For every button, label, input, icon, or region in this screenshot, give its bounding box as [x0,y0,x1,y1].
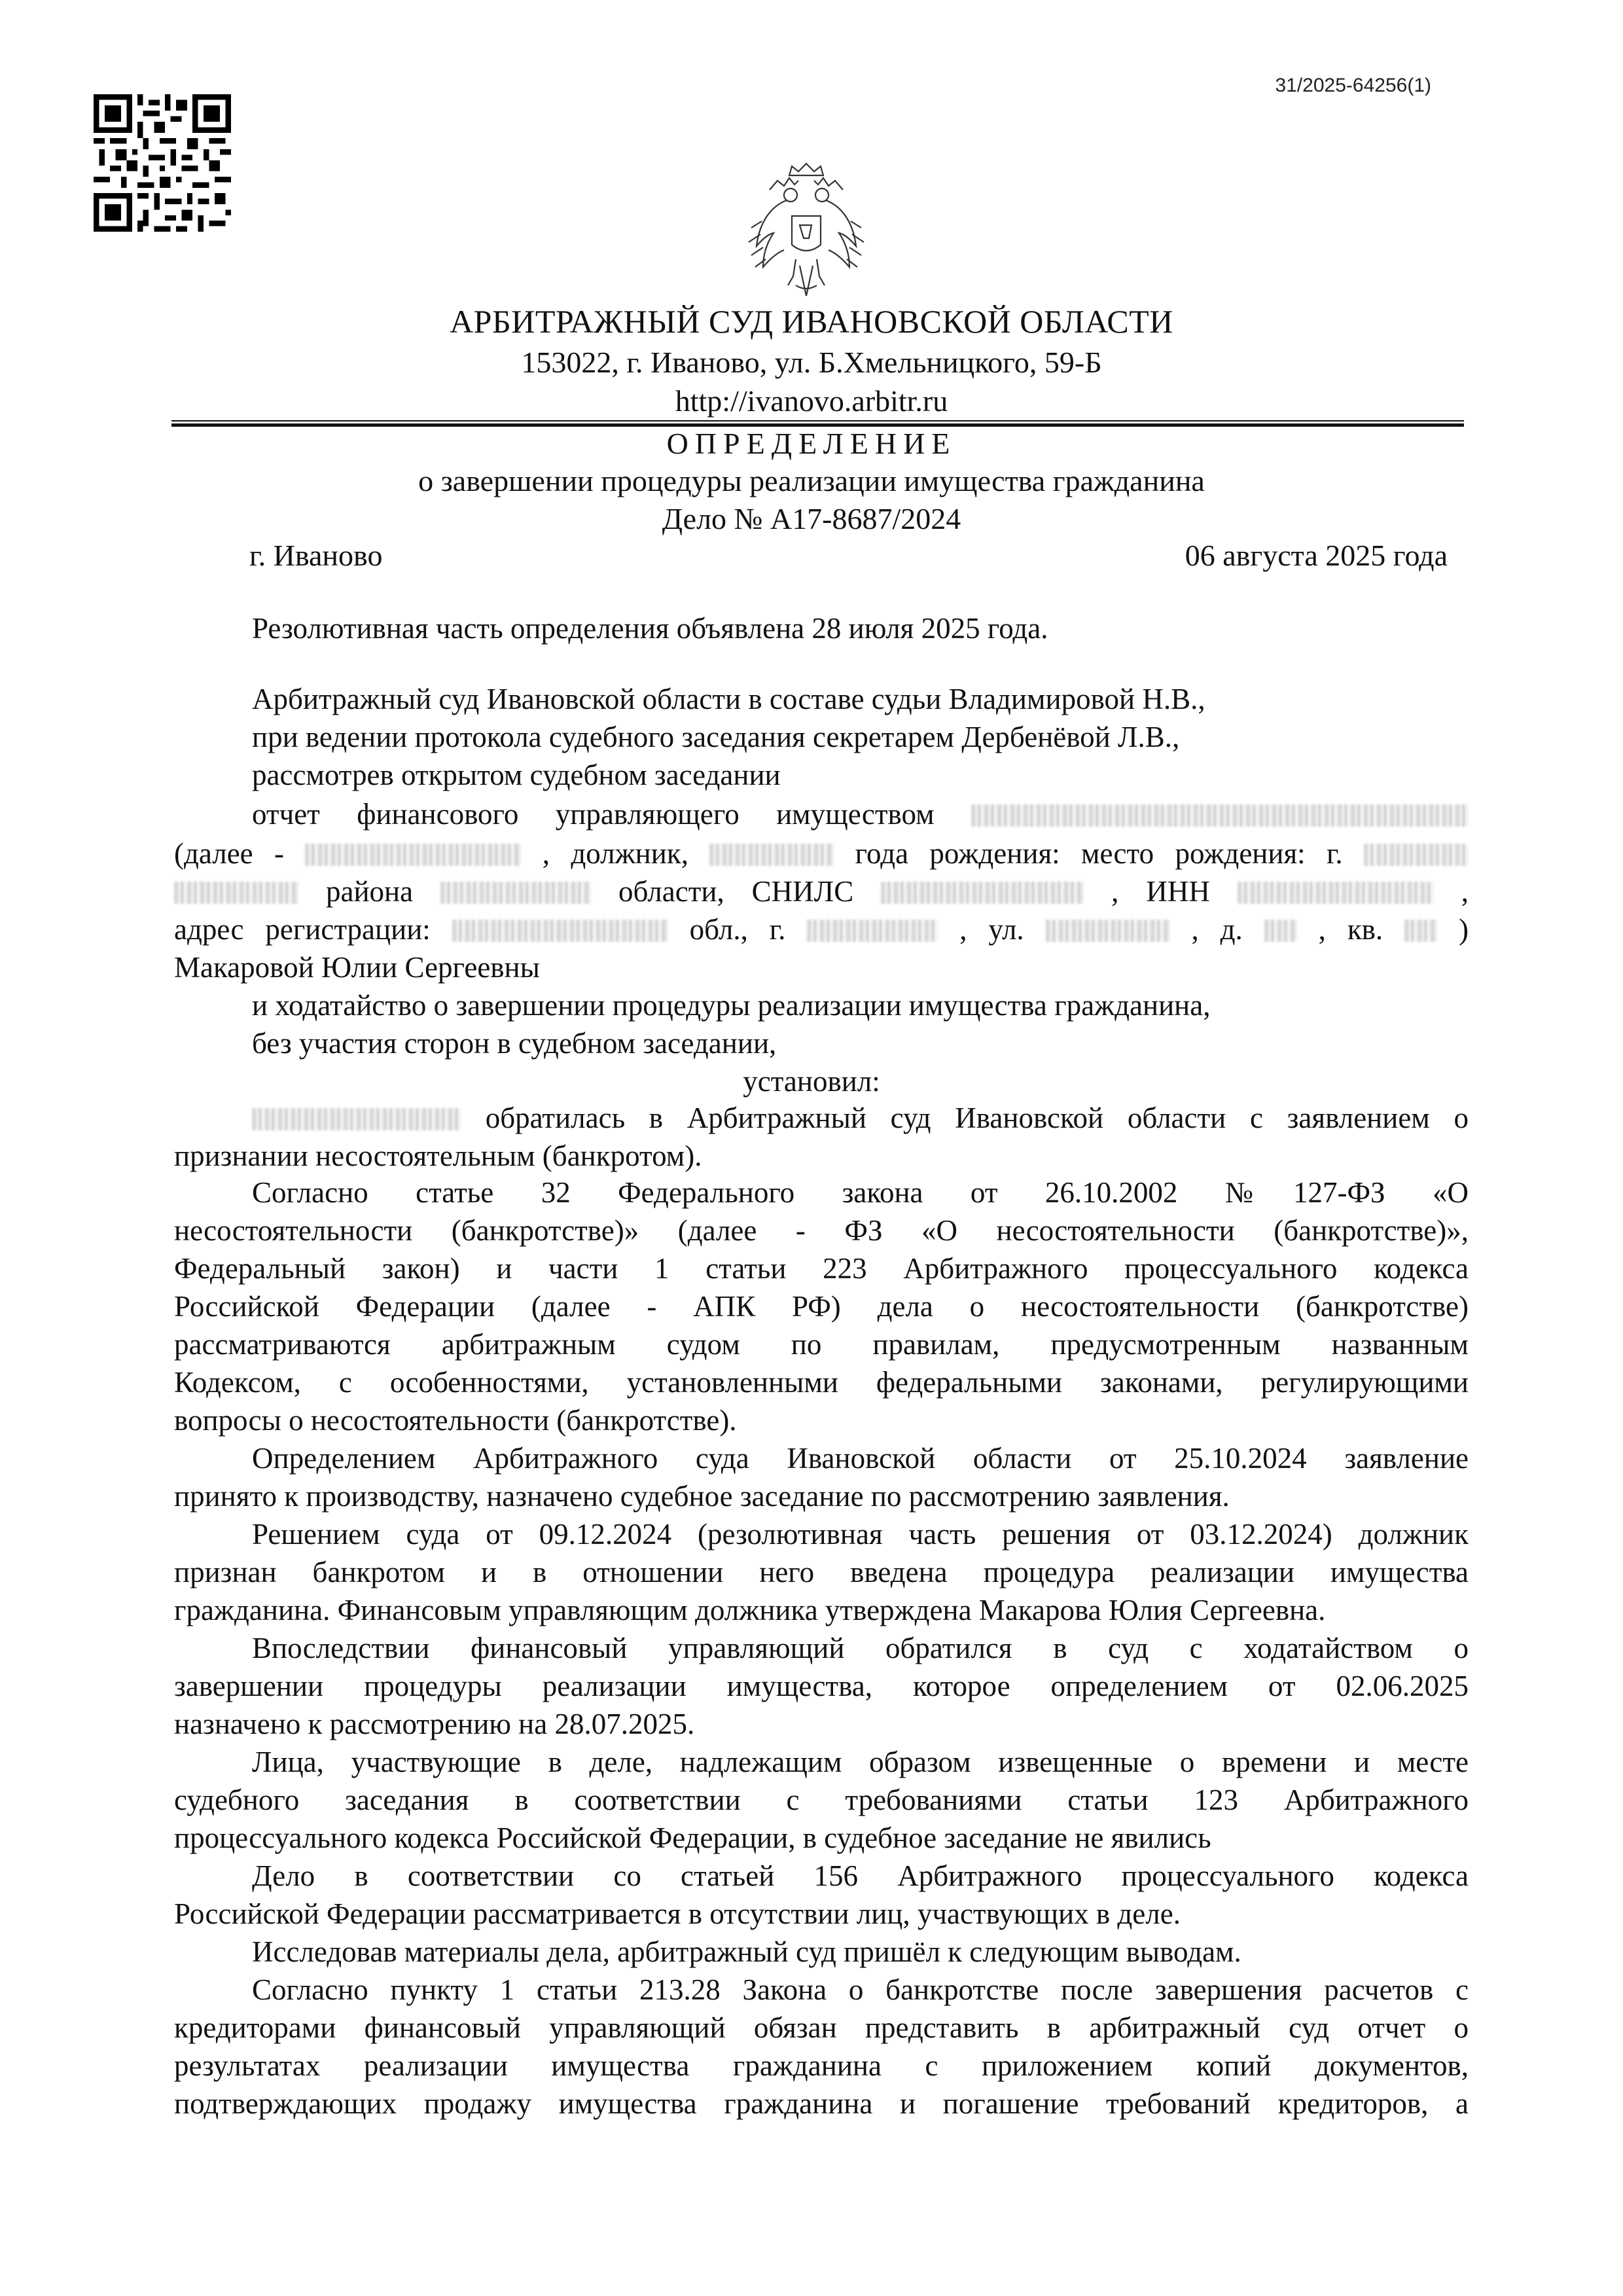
court-website: http://ivanovo.arbitr.ru [675,384,948,418]
body-line: Дело в соответствии со статьей 156 Арбитражного процессуального кодекса [252,1859,1469,1892]
intro-line: при ведении протокола судебного заседания секретарем Дербенёвой Л.В., [252,721,1180,753]
qr-code [94,94,231,232]
body-line: Впоследствии финансовый управляющий обратился в суд с ходатайством о [252,1632,1469,1664]
body-line: несостоятельности (банкротстве)» (далее - ФЗ «О несостоятельности (банкротстве)», [174,1214,1469,1247]
body-line: признании несостоятельным (банкротом). [174,1139,702,1172]
body-line: Лица, участвующие в деле, надлежащим образом извещенные о времени и месте [252,1746,1469,1778]
intro-text: , кв. [1318,913,1383,946]
intro-line [174,839,1469,869]
intro-text: отчет финансового управляющего имуществом [252,798,935,831]
body-line: завершении процедуры реализации имущества, которое определением от 02.06.2025 [174,1670,1469,1702]
body-line: Российской Федерации рассматривается в отсутствии лиц, участвующих в деле. [174,1897,1181,1930]
intro-text: (далее - [174,837,284,870]
intro-line [174,915,1469,944]
intro-text: , [1461,875,1469,908]
intro-line [252,800,1469,829]
document-subtitle: о завершении процедуры реализации имущества гражданина [418,464,1205,497]
body-line: назначено к рассмотрению на 28.07.2025. [174,1708,695,1740]
redacted-house [1264,920,1297,942]
body-line: Кодексом, с особенностями, установленными федеральными законами, регулирующими [174,1366,1469,1399]
intro-line [174,877,1469,906]
body-line: судебного заседания в соответствии с требованиями статьи 123 Арбитражного [174,1784,1469,1816]
established-label: установил: [743,1065,880,1098]
redacted-inn [1238,882,1434,904]
header-divider-thin [171,420,1464,422]
body-line: вопросы о несостоятельности (банкротстве). [174,1404,737,1437]
intro-text: обл., г. [689,913,786,946]
body-text: обратилась в Арбитражный суд Ивановской области с заявлением о [485,1102,1469,1134]
redacted-flat [1404,920,1437,942]
body-line: Согласно статье 32 Федерального закона от 26.10.2002 №127-ФЗ «О [252,1176,1469,1209]
body-line: Определением Арбитражного суда Ивановской области от 25.10.2024 заявление [252,1442,1469,1475]
intro-text: ) [1459,913,1469,946]
redacted-address [452,920,668,942]
coat-of-arms-emblem [743,161,869,301]
intro-text: , должник, [542,837,688,870]
intro-line: и ходатайство о завершении процедуры реализации имущества гражданина, [252,989,1211,1022]
redacted-city [807,920,938,942]
redacted-snils [881,882,1084,904]
document-date: 06 августа 2025 года [1185,539,1448,572]
intro-text: года рождения: место рождения: г. [855,837,1343,870]
redacted-birth-date [709,844,834,866]
redacted-region [440,882,591,904]
body-line: процессуального кодекса Российской Федерации, в судебное заседание не явились [174,1821,1211,1854]
body-line: результатах реализации имущества гражданина с приложением копий документов, [174,2049,1469,2082]
body-line: подтверждающих продажу имущества гражданина и погашение требований кредиторов, а [174,2087,1469,2120]
resolution-note: Резолютивная часть определения объявлена 28 июля 2025 года. [252,612,1048,645]
document-title: ОПРЕДЕЛЕНИЕ [666,427,957,460]
redacted-debtor-name [971,804,1469,827]
intro-text: , ИНН [1111,875,1210,908]
case-number: Дело № А17-8687/2024 [662,502,961,535]
redacted-debtor-name [252,1108,461,1130]
body-line [252,1103,1469,1133]
court-name: АРБИТРАЖНЫЙ СУД ИВАНОВСКОЙ ОБЛАСТИ [450,303,1173,340]
body-line: Федеральный закон) и части 1 статьи 223 Арбитражного процессуального кодекса [174,1252,1469,1285]
document-place: г. Иваново [249,539,383,572]
redacted-district [174,882,298,904]
court-address: 153022, г. Иваново, ул. Б.Хмельницкого, 59-Б [521,346,1102,379]
document-id: 31/2025-64256(1) [1275,75,1431,96]
intro-text: района [325,875,414,908]
body-line: признан банкротом и в отношении него введена процедура реализации имущества [174,1556,1469,1588]
body-line: принято к производству, назначено судебное заседание по рассмотрению заявления. [174,1480,1230,1513]
intro-text: , ул. [959,913,1024,946]
body-line: гражданина. Финансовым управляющим должника утверждена Макарова Юлия Сергеевна. [174,1594,1326,1626]
intro-text: области, СНИЛС [618,875,854,908]
intro-line: Арбитражный суд Ивановской области в составе судьи Владимировой Н.В., [252,683,1205,715]
body-line: кредиторами финансовый управляющий обязан представить в арбитражный суд отчет о [174,2011,1469,2044]
body-line: Решением суда от 09.12.2024 (резолютивная часть решения от 03.12.2024) должник [252,1518,1469,1551]
intro-text: адрес регистрации: [174,913,431,946]
intro-text: , д. [1191,913,1243,946]
redacted-birth-place [1364,844,1469,866]
redacted-street [1046,920,1170,942]
body-line: Российской Федерации (далее - АПК РФ) дела о несостоятельности (банкротстве) [174,1290,1469,1323]
body-line: Согласно пункту 1 статьи 213.28 Закона о банкротстве после завершения расчетов с [252,1973,1469,2006]
body-line: Исследовав материалы дела, арбитражный суд пришёл к следующим выводам. [252,1935,1241,1968]
redacted-short-name [305,844,521,866]
intro-line: Макаровой Юлии Сергеевны [174,951,540,984]
intro-line: рассмотрев открытом судебном заседании [252,759,781,791]
intro-line: без участия сторон в судебном заседании, [252,1027,777,1060]
body-line: рассматриваются арбитражным судом по правилам, предусмотренным названным [174,1328,1469,1361]
